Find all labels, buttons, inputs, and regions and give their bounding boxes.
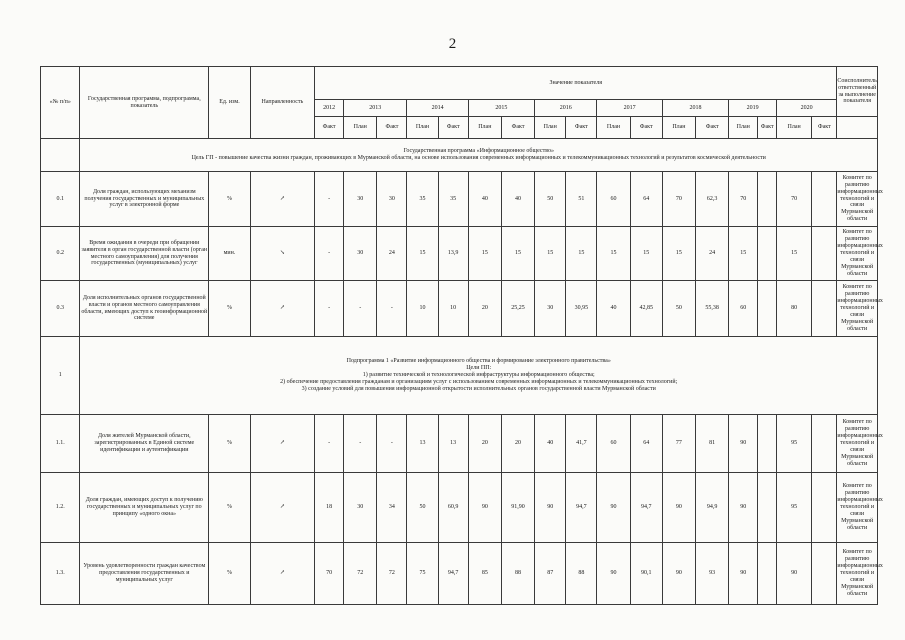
value-cell: 77	[662, 415, 695, 473]
year-header: 2019	[729, 100, 777, 117]
unit-cell: %	[209, 172, 251, 227]
table-row	[41, 415, 878, 473]
fact-header: Факт	[566, 117, 597, 139]
year-header: 2012	[315, 100, 344, 117]
page-number: 2	[448, 36, 457, 52]
value-cell	[758, 473, 777, 543]
unit-cell: %	[209, 473, 251, 543]
value-cell: 10	[438, 281, 468, 337]
value-cell: 30	[535, 281, 566, 337]
value-cell	[812, 172, 837, 227]
value-cell: 50	[407, 473, 438, 543]
value-cell: 30	[344, 227, 377, 281]
value-cell: 81	[696, 415, 729, 473]
value-cell: 15	[729, 227, 758, 281]
value-cell: -	[344, 415, 377, 473]
header-responsible: Соисполнитель, ответственный за выполнение показателя	[837, 67, 878, 117]
value-cell: 20	[468, 415, 501, 473]
value-cell: 15	[501, 227, 534, 281]
year-header: 2018	[662, 100, 728, 117]
value-cell: 40	[501, 172, 534, 227]
responsible-cell: Комитет по развитию информационных технологий и связи Мурманской области	[837, 281, 878, 337]
value-cell: 15	[468, 227, 501, 281]
value-cell: -	[315, 172, 344, 227]
table-row	[41, 281, 878, 337]
fact-header: Факт	[315, 117, 344, 139]
value-cell: 94,9	[696, 473, 729, 543]
value-cell: 85	[468, 543, 501, 605]
indicator-name: Доля исполнительных органов государственной власти и органов местного самоуправления области, имеющих доступ к геоинформационной системе	[80, 281, 209, 337]
row-num: 0.3	[41, 281, 80, 337]
value-cell: 41,7	[566, 415, 597, 473]
value-cell: 72	[377, 543, 407, 605]
indicator-name: Уровень удовлетворенности граждан качеством предоставления государственных и муниципальных услуг	[80, 543, 209, 605]
value-cell: 20	[468, 281, 501, 337]
responsible-cell: Комитет по развитию информационных технологий и связи Мурманской области	[837, 543, 878, 605]
responsible-cell: Комитет по развитию информационных технологий и связи Мурманской области	[837, 415, 878, 473]
value-cell: 15	[407, 227, 438, 281]
value-cell: 30	[344, 172, 377, 227]
section-sub-goals-label: Цели ПП:	[466, 365, 492, 372]
direction-cell: ↗	[250, 543, 314, 605]
section-sub-goal-2: 2) обеспечение предоставления гражданам и организациям услуг с использованием современных информационных и телекоммуникационных технологий;	[280, 378, 678, 385]
value-cell: 60	[597, 415, 630, 473]
value-cell: 60	[597, 172, 630, 227]
value-cell	[758, 227, 777, 281]
value-cell: -	[377, 415, 407, 473]
plan-header: План	[468, 117, 501, 139]
direction-cell: ↗	[250, 473, 314, 543]
indicator-name: Доля жителей Мурманской области, зарегистрированных в Единой системе идентификации и аутентификации	[80, 415, 209, 473]
indicator-table	[40, 66, 883, 605]
value-cell: 90	[662, 473, 695, 543]
responsible-blank	[837, 117, 878, 139]
value-cell: 24	[377, 227, 407, 281]
value-cell: 42,85	[630, 281, 662, 337]
year-header: 2015	[468, 100, 534, 117]
value-cell: 70	[777, 172, 812, 227]
value-cell	[758, 543, 777, 605]
indicator-name: Время ожидания в очереди при обращении заявителя в орган государственной власти (орган местного самоуправления) для получения государственных (муниципальных) услуг	[80, 227, 209, 281]
value-cell: 15	[777, 227, 812, 281]
value-cell: 35	[438, 172, 468, 227]
year-header: 2016	[535, 100, 597, 117]
value-cell: -	[315, 415, 344, 473]
unit-cell: %	[209, 543, 251, 605]
value-cell: 50	[662, 281, 695, 337]
value-cell: -	[344, 281, 377, 337]
section-sub	[80, 337, 878, 415]
fact-header: Факт	[377, 117, 407, 139]
value-cell: 15	[566, 227, 597, 281]
row-num: 0.1	[41, 172, 80, 227]
plan-header: План	[344, 117, 377, 139]
fact-header: Факт	[696, 117, 729, 139]
row-num: 1.2.	[41, 473, 80, 543]
value-cell: 80	[777, 281, 812, 337]
section-gp-goal: Цель ГП - повышение качества жизни граждан, проживающих в Мурманской области, на основе использования современных информационных и телекоммуникационных технологий и результатов космической деятельности	[191, 155, 766, 161]
indicator-name: Доля граждан, использующих механизм получения государственных и муниципальных услуг в электронной форме	[80, 172, 209, 227]
value-cell: 90	[729, 543, 758, 605]
plan-header: План	[535, 117, 566, 139]
value-cell: 95	[777, 473, 812, 543]
value-cell: 60	[729, 281, 758, 337]
year-header: 2014	[407, 100, 468, 117]
value-cell: 93	[696, 543, 729, 605]
section-sub-num: 1	[41, 337, 80, 415]
value-cell: 90	[729, 415, 758, 473]
value-cell	[812, 473, 837, 543]
value-cell: 90	[535, 473, 566, 543]
value-cell: 24	[696, 227, 729, 281]
value-cell: 72	[344, 543, 377, 605]
indicator-name: Доля граждан, имеющих доступ к получению государственных и муниципальных услуг по принципу «одного окна»	[80, 473, 209, 543]
section-gp	[80, 139, 878, 172]
value-cell: 90	[662, 543, 695, 605]
value-cell: 70	[315, 543, 344, 605]
table-row	[41, 227, 878, 281]
section-gp-title: Государственная программа «Информационное общество»	[403, 148, 554, 155]
table-row	[41, 473, 878, 543]
value-cell: -	[315, 281, 344, 337]
section-sub-title: Подпрограмма 1 «Развитие информационного общества и формирование электронного правительства»	[346, 358, 611, 365]
value-cell: 94,7	[566, 473, 597, 543]
value-cell: 25,25	[501, 281, 534, 337]
value-cell: 35	[407, 172, 438, 227]
value-cell: 90	[729, 473, 758, 543]
value-cell: 50	[535, 172, 566, 227]
value-cell	[758, 172, 777, 227]
plan-header: План	[407, 117, 438, 139]
value-cell: 60,9	[438, 473, 468, 543]
value-cell: 62,3	[696, 172, 729, 227]
responsible-cell: Комитет по развитию информационных технологий и связи Мурманской области	[837, 227, 878, 281]
value-cell	[758, 415, 777, 473]
fact-header: Факт	[630, 117, 662, 139]
value-cell: -	[315, 227, 344, 281]
value-cell: 70	[662, 172, 695, 227]
fact-header: Факт	[812, 117, 837, 139]
plan-header: План	[777, 117, 812, 139]
header-program: Государственная программа, подпрограмма, показатель	[80, 67, 209, 139]
value-cell: 64	[630, 415, 662, 473]
header-unit: Ед. изм.	[209, 67, 251, 139]
header-num: «№ п/п»	[41, 67, 80, 139]
direction-cell: ↗	[250, 415, 314, 473]
value-cell: -	[377, 281, 407, 337]
value-cell	[812, 415, 837, 473]
header-values: Значение показателя	[315, 67, 837, 100]
fact-header: Факт	[501, 117, 534, 139]
value-cell: 13	[407, 415, 438, 473]
value-cell	[812, 227, 837, 281]
year-header: 2020	[777, 100, 837, 117]
row-num: 1.3.	[41, 543, 80, 605]
value-cell	[812, 543, 837, 605]
header-direction: Направленность	[250, 67, 314, 139]
value-cell	[812, 281, 837, 337]
fact-header: Факт	[758, 117, 777, 139]
value-cell: 40	[535, 415, 566, 473]
unit-cell: мин.	[209, 227, 251, 281]
value-cell: 15	[662, 227, 695, 281]
value-cell: 13,9	[438, 227, 468, 281]
section-sub-goal-1: 1) развитие технической и технологической инфраструктуры информационного общества;	[362, 372, 595, 379]
value-cell: 15	[597, 227, 630, 281]
responsible-cell: Комитет по развитию информационных технологий и связи Мурманской области	[837, 172, 878, 227]
table-row	[41, 172, 878, 227]
direction-cell: ↗	[250, 172, 314, 227]
value-cell: 88	[566, 543, 597, 605]
value-cell: 75	[407, 543, 438, 605]
section-gp-num-blank	[41, 139, 80, 172]
unit-cell: %	[209, 281, 251, 337]
direction-cell: ↗	[250, 281, 314, 337]
value-cell: 87	[535, 543, 566, 605]
value-cell: 34	[377, 473, 407, 543]
value-cell: 90	[597, 543, 630, 605]
value-cell: 70	[729, 172, 758, 227]
value-cell: 88	[501, 543, 534, 605]
value-cell: 51	[566, 172, 597, 227]
value-cell: 40	[597, 281, 630, 337]
direction-cell: ↘	[250, 227, 314, 281]
value-cell: 90	[777, 543, 812, 605]
value-cell: 90	[597, 473, 630, 543]
value-cell: 15	[535, 227, 566, 281]
unit-cell: %	[209, 415, 251, 473]
row-num: 1.1.	[41, 415, 80, 473]
row-num: 0.2	[41, 227, 80, 281]
fact-header: Факт	[438, 117, 468, 139]
plan-header: План	[662, 117, 695, 139]
value-cell: 95	[777, 415, 812, 473]
year-header: 2017	[597, 100, 662, 117]
value-cell: 30,95	[566, 281, 597, 337]
value-cell: 40	[468, 172, 501, 227]
responsible-cell: Комитет по развитию информационных технологий и связи Мурманской области	[837, 473, 878, 543]
value-cell: 15	[630, 227, 662, 281]
value-cell: 18	[315, 473, 344, 543]
value-cell: 20	[501, 415, 534, 473]
value-cell: 90	[468, 473, 501, 543]
plan-header: План	[729, 117, 758, 139]
value-cell	[758, 281, 777, 337]
plan-header: План	[597, 117, 630, 139]
value-cell: 30	[377, 172, 407, 227]
section-sub-goal-3: 3) создание условий для повышения информационной открытости исполнительных органов государственной власти Мурманской области	[301, 385, 656, 392]
table-row	[41, 543, 878, 605]
value-cell: 64	[630, 172, 662, 227]
value-cell: 91,90	[501, 473, 534, 543]
value-cell: 90,1	[630, 543, 662, 605]
value-cell: 55,38	[696, 281, 729, 337]
value-cell: 94,7	[438, 543, 468, 605]
value-cell: 94,7	[630, 473, 662, 543]
value-cell: 13	[438, 415, 468, 473]
value-cell: 30	[344, 473, 377, 543]
value-cell: 10	[407, 281, 438, 337]
year-header: 2013	[344, 100, 407, 117]
